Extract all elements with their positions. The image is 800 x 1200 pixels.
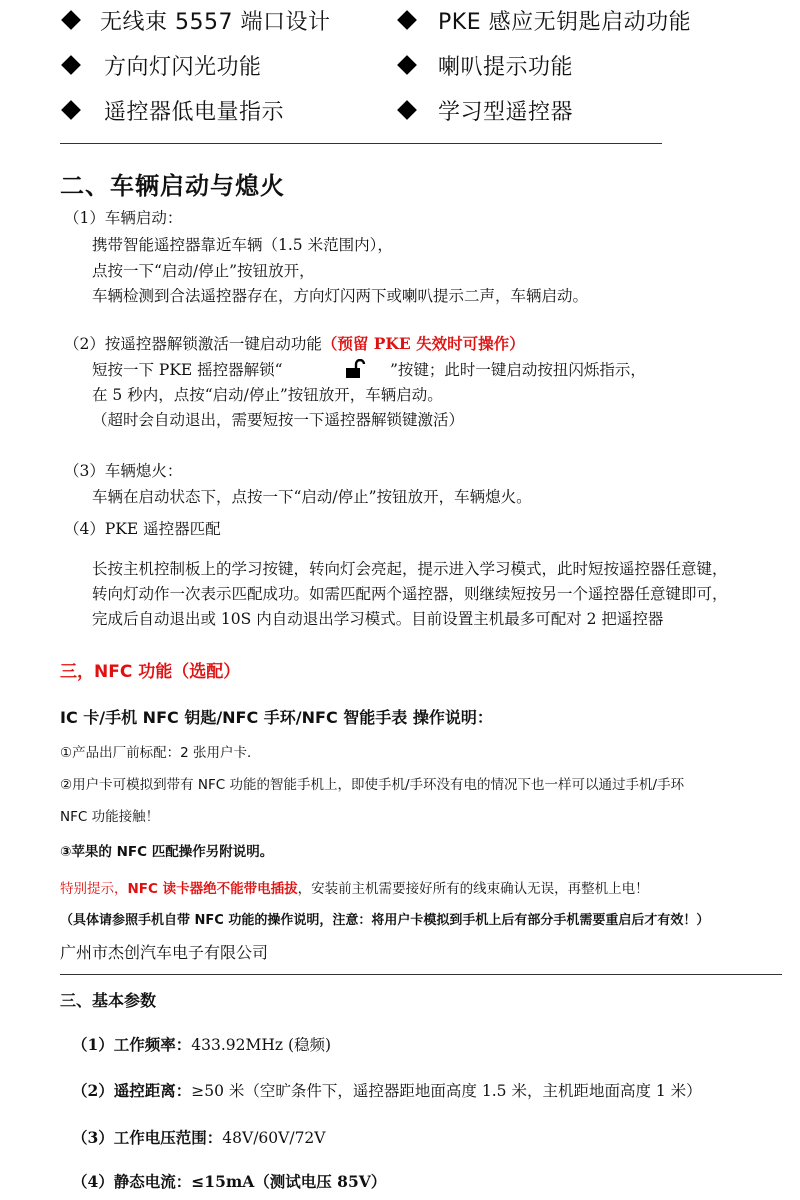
divider bbox=[60, 974, 782, 975]
subsection-title bbox=[64, 332, 525, 354]
diamond-bullet-icon bbox=[397, 100, 417, 120]
feature-item: 遥控器低电量指示 bbox=[104, 100, 285, 125]
subsection-title-text: （2）按遥控器解锁激活一键启动功能 bbox=[64, 335, 322, 353]
nfc-item: NFC 功能接触！ bbox=[60, 809, 160, 825]
nfc-subheading: IC 卡/手机 NFC 钥匙/NFC 手环/NFC 智能手表 操作说明： bbox=[60, 708, 493, 727]
param-label: （3）工作电压范围： bbox=[72, 1128, 223, 1147]
unlock-icon bbox=[344, 359, 366, 379]
text-line: 在 5 秒内，点按“启动/停止”按钮放开，车辆启动。 bbox=[92, 386, 443, 404]
param-row bbox=[72, 1170, 386, 1192]
diamond-bullet-icon bbox=[397, 10, 417, 30]
feature-item: 无线束 5557 端口设计 bbox=[100, 10, 331, 35]
diamond-bullet-icon bbox=[61, 10, 81, 30]
red-note: （预留 PKE 失效时可操作） bbox=[321, 334, 525, 353]
subsection-title: （3）车辆熄火： bbox=[64, 462, 183, 480]
text-line: 短按一下 PKE 摇控器解锁“ bbox=[92, 361, 283, 379]
param-label: （2）遥控距离： bbox=[72, 1081, 192, 1100]
nfc-warning bbox=[60, 877, 649, 897]
section-heading-startup: 二、车辆启动与熄火 bbox=[60, 172, 285, 200]
nfc-note: （具体请参照手机自带 NFC 功能的操作说明，注意：将用户卡模拟到手机上后有部分手机需要重启后才有效！） bbox=[60, 913, 710, 928]
param-row bbox=[72, 1033, 331, 1055]
param-row bbox=[72, 1126, 326, 1148]
param-value: 433.92MHz (稳频) bbox=[191, 1036, 332, 1054]
param-label: （4）静态电流： bbox=[72, 1172, 192, 1191]
text-line: 长按主机控制板上的学习按键，转向灯会亮起，提示进入学习模式，此时短按遥控器任意键， bbox=[92, 560, 728, 578]
feature-item: 学习型遥控器 bbox=[438, 100, 574, 125]
feature-item: PKE 感应无钥匙启动功能 bbox=[438, 10, 692, 35]
text-line: 车辆在启动状态下，点按一下“启动/停止”按钮放开，车辆熄火。 bbox=[92, 488, 532, 506]
param-label: （1）工作频率： bbox=[72, 1035, 192, 1054]
nfc-item: ③苹果的 NFC 匹配操作另附说明。 bbox=[60, 844, 274, 860]
diamond-bullet-icon bbox=[397, 55, 417, 75]
diamond-bullet-icon bbox=[61, 55, 81, 75]
text-line: 车辆检测到合法遥控器存在，方向灯闪两下或喇叭提示二声，车辆启动。 bbox=[92, 287, 589, 305]
text-line: 转向灯动作一次表示匹配成功。如需匹配两个遥控器，则继续短按另一个遥控器任意键即可， bbox=[92, 585, 728, 603]
company-name: 广州市杰创汽车电子有限公司 bbox=[60, 943, 269, 962]
nfc-item: ①产品出厂前标配：2 张用户卡． bbox=[60, 745, 261, 761]
section-heading-nfc: 三，NFC 功能（选配） bbox=[60, 662, 241, 682]
diamond-bullet-icon bbox=[61, 100, 81, 120]
warning-red: NFC 读卡器绝不能带电插拔 bbox=[127, 881, 298, 897]
text-line: ”按键；此时一键启动按扭闪烁指示， bbox=[390, 361, 646, 379]
param-value: 48V/60V/72V bbox=[222, 1129, 326, 1147]
nfc-item: ②用户卡可模拟到带有 NFC 功能的智能手机上，即使手机/手环没有电的情况下也一样可以通过手机/手环 bbox=[60, 777, 685, 793]
text-line: （超时会自动退出，需要短按一下遥控器解锁键激活） bbox=[92, 411, 465, 429]
warning-suffix: ，安装前主机需要接好所有的线束确认无误，再整机上电！ bbox=[297, 881, 649, 897]
param-row bbox=[72, 1079, 702, 1101]
subsection-title: （4）PKE 遥控器匹配 bbox=[64, 520, 221, 538]
section-heading-params: 三、基本参数 bbox=[60, 991, 157, 1010]
warning-prefix: 特别提示， bbox=[60, 881, 128, 897]
param-value: ≥50 米（空旷条件下，遥控器距地面高度 1.5 米，主机距地面高度 1 米） bbox=[191, 1082, 702, 1100]
text-line: 点按一下“启动/停止”按钮放开， bbox=[92, 262, 315, 280]
text-line: 携带智能遥控器靠近车辆（1.5 米范围内）， bbox=[92, 236, 393, 254]
feature-item: 喇叭提示功能 bbox=[438, 55, 574, 80]
feature-item: 方向灯闪光功能 bbox=[104, 55, 262, 80]
subsection-title: （1）车辆启动： bbox=[64, 209, 183, 227]
text-line: 完成后自动退出或 10S 内自动退出学习模式。目前设置主机最多可配对 2 把遥控器 bbox=[92, 610, 664, 628]
param-value: ≤15mA（测试电压 85V） bbox=[191, 1172, 387, 1191]
divider bbox=[60, 143, 662, 144]
